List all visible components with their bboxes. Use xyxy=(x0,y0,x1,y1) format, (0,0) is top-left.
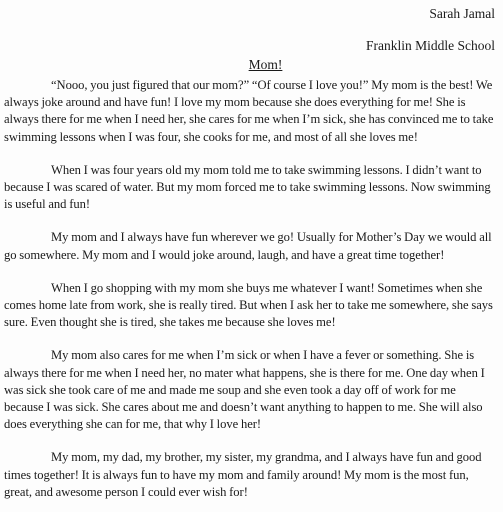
school-name: Franklin Middle School xyxy=(366,38,495,53)
author-name: Sarah Jamal xyxy=(429,6,495,21)
paragraph-cares-when-sick: My mom also cares for me when I’m sick or when I have a fever or something. She is always there for me when I need her, no mater what happens, she is there for me. One day when I was sick she took care of me and made me soup and she even took a day off of work for me because I was sick. She cares about me and doesn’t want anything to happen to me. She will also does everything she can for me, that why I love her! xyxy=(4,348,485,432)
essay-body xyxy=(4,77,497,517)
paragraph-swimming: When I was four years old my mom told me to take swimming lessons. I didn’t want to because I was scared of water. But my mom forced me to take swimming lessons. Now swimming is useful and fun! xyxy=(4,162,491,212)
paragraph-shopping: When I go shopping with my mom she buys me whatever I want! Sometimes when she comes home late from work, she is really tired. But when I ask her to take me somewhere, she says sure. Even thought she is tired, she takes me because she loves me! xyxy=(4,280,493,330)
paragraph-family: My mom, my dad, my brother, my sister, my grandma, and I always have fun and good times together! It is always fun to have my mom and family around! My mom is the most fun, great, and awesome person I could ever wish for! xyxy=(4,450,482,499)
essay-title: Mom! xyxy=(248,57,283,72)
paragraph-fun-together: My mom and I always have fun wherever we go! Usually for Mother’s Day we would all go somewhere. My mom and I would joke around, laugh, and have a great time together! xyxy=(4,230,492,262)
paragraph-intro: “Nooo, you just figured that our mom?” “Of course I love you!” My mom is the best! We always joke around and have fun! I love my mom because she does everything for me! She is always there for me when I need her, she cares for me when I’m sick, she has convinced me to take swimming lessons when I was four, she cooks for me, and most of all she loves me! xyxy=(4,78,494,144)
